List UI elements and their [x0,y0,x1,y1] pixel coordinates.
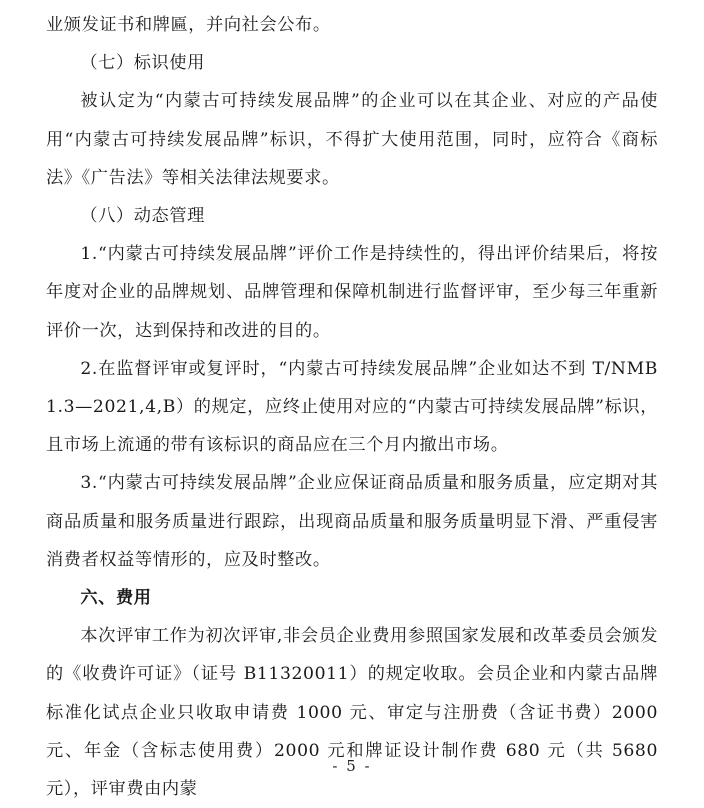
page-footer [0,757,704,775]
paragraph-section-8-item-1: 1.“内蒙古可持续发展品牌”评价工作是持续性的，得出评价结果后，将按年度对企业的品牌规划、品牌管理和保障机制进行监督评审，至少每三年重新评价一次，达到保持和改进的目的。 [46,244,658,341]
document-body [46,6,658,808]
paragraph-section-8-item-2: 2.在监督评审或复评时，“内蒙古可持续发展品牌”企业如达不到 T/NMB 1.3—2021,4,B）的规定，应终止使用对应的“内蒙古可持续发展品牌”标识，且市场上流通的带有该标识的商品应在三个月内撤出市场。 [46,358,658,456]
paragraph-section-7-body: 被认定为“内蒙古可持续发展品牌”的企业可以在其企业、对应的产品使用“内蒙古可持续发展品牌”标识，不得扩大使用范围，同时，应符合《商标法》《广告法》等相关法律法规要求。 [46,91,658,188]
heading-section-6: 六、费用 [80,588,152,609]
paragraph-continued-line: 业颁发证书和牌匾，并向社会公布。 [46,15,331,35]
heading-section-8: （八）动态管理 [80,206,205,227]
paragraph-section-6-body: 本次评审工作为初次评审,非会员企业费用参照国家发展和改革委员会颁发的《收费许可证》（证号 B11320011）的规定收取。会员企业和内蒙古品牌标准化试点企业只收取申请费 1000 元、审定与注册费（含证书费）2000 元、年金（含标志使用费）2000 元和牌证设计制作费 680 元（共 5680 元），评审费由内蒙 [46,626,658,800]
heading-section-7: （七）标识使用 [80,53,205,74]
page-number: - 5 - [332,757,372,775]
paragraph-section-8-item-3: 3.“内蒙古可持续发展品牌”企业应保证商品质量和服务质量，应定期对其商品质量和服务质量进行跟踪，出现商品质量和服务质量明显下滑、严重侵害消费者权益等情形的，应及时整改。 [46,473,658,570]
